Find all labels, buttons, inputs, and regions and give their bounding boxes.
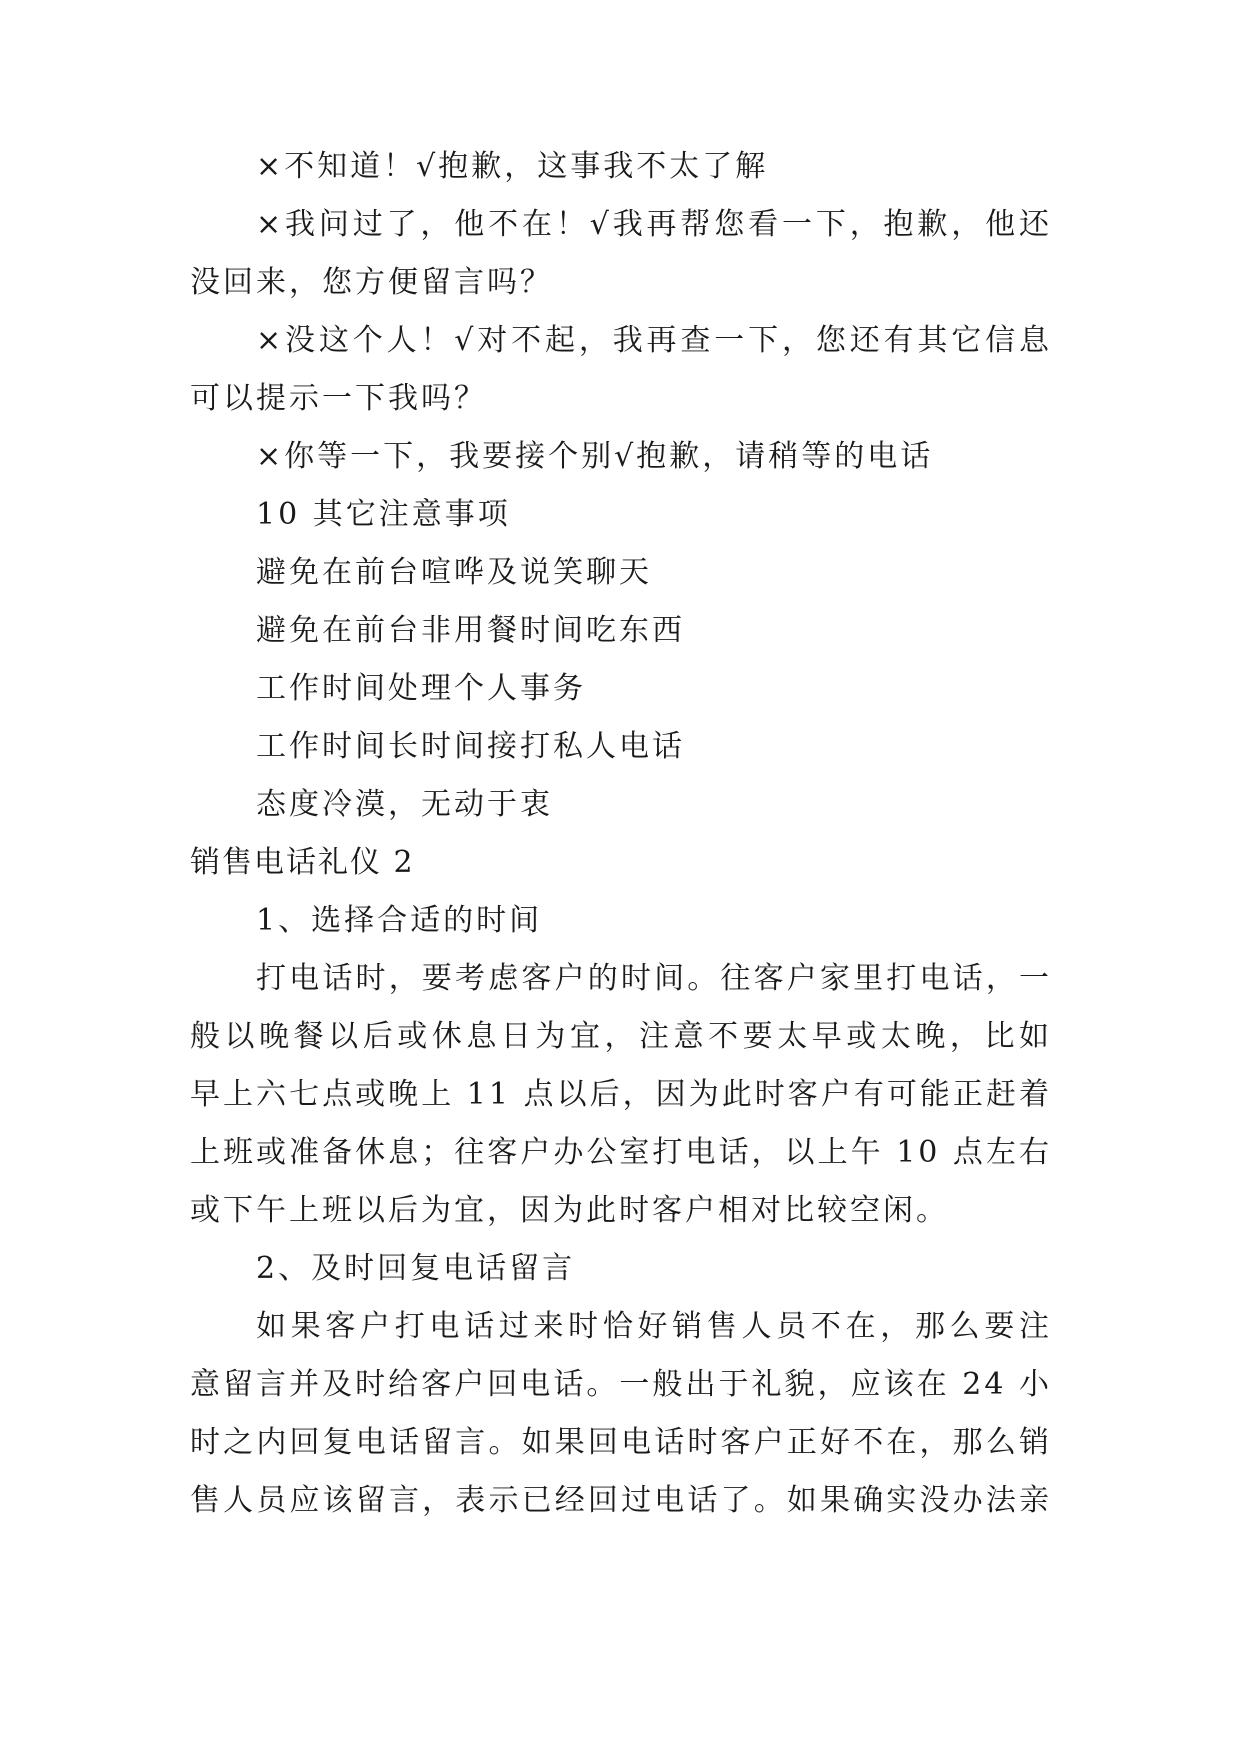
section-heading: 1、选择合适的时间 <box>256 903 543 938</box>
text-line: 如果客户打电话过来时恰好销售人员不在，那么要注 <box>256 1309 1052 1344</box>
text-line: 工作时间处理个人事务 <box>256 671 586 706</box>
text-line: 没回来，您方便留言吗？ <box>190 265 553 300</box>
text-line: 或下午上班以后为宜，因为此时客户相对比较空闲。 <box>190 1193 949 1228</box>
text-line: ×你等一下，我要接个别√抱歉，请稍等的电话 <box>256 439 934 474</box>
text-line: 避免在前台喧哗及说笑聊天 <box>256 555 652 590</box>
section-heading: 2、及时回复电话留言 <box>256 1251 576 1286</box>
text-line: 意留言并及时给客户回电话。一般出于礼貌，应该在 24 小 <box>190 1367 1052 1402</box>
text-line: 般以晚餐以后或休息日为宜，注意不要太早或太晚，比如 <box>190 1019 1052 1054</box>
text-line: 打电话时，要考虑客户的时间。往客户家里打电话，一 <box>256 961 1052 996</box>
text-line: 工作时间长时间接打私人电话 <box>256 729 685 764</box>
text-line: 上班或准备休息；往客户办公室打电话，以上午 10 点左右 <box>190 1135 1052 1170</box>
section-heading: 10 其它注意事项 <box>256 497 511 532</box>
document-title: 销售电话礼仪 2 <box>190 845 415 880</box>
text-line: 售人员应该留言，表示已经回过电话了。如果确实没办法亲 <box>190 1483 1052 1518</box>
text-line: ×没这个人！√对不起，我再查一下，您还有其它信息 <box>256 323 1052 358</box>
text-line: ×不知道！√抱歉，这事我不太了解 <box>256 149 769 184</box>
text-line: 态度冷漠，无动于衷 <box>256 787 553 822</box>
text-line: 避免在前台非用餐时间吃东西 <box>256 613 685 648</box>
text-line: 可以提示一下我吗？ <box>190 381 487 416</box>
text-line: 时之内回复电话留言。如果回电话时客户正好不在，那么销 <box>190 1425 1052 1460</box>
text-line: 早上六七点或晚上 11 点以后，因为此时客户有可能正赶着 <box>190 1077 1052 1112</box>
text-line: ×我问过了，他不在！√我再帮您看一下，抱歉，他还 <box>256 207 1052 242</box>
